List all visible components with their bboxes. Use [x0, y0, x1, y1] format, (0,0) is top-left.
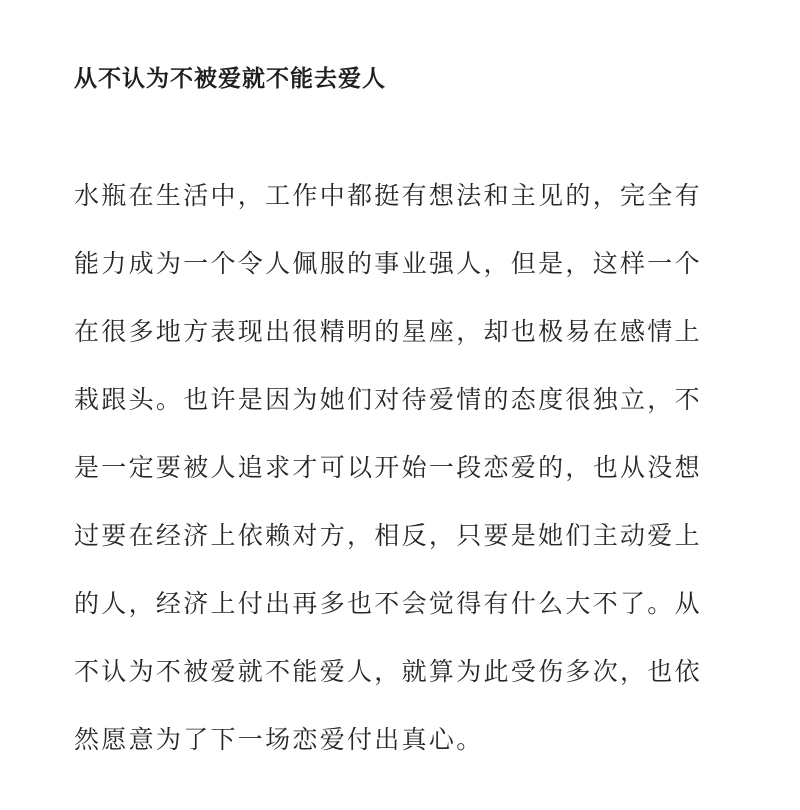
- paragraph-line: 是一定要被人追求才可以开始一段恋爱的，也从没想: [74, 453, 702, 482]
- paragraph-line: 栽跟头。也许是因为她们对待爱情的态度很独立，不: [74, 385, 702, 414]
- paragraph-line: 然愿意为了下一场恋爱付出真心。: [74, 725, 484, 754]
- article-body: [74, 173, 702, 785]
- paragraph-line: 不认为不被爱就不能爱人，就算为此受伤多次，也依: [74, 657, 702, 686]
- article-title: 从不认为不被爱就不能去爱人: [74, 66, 386, 92]
- paragraph-line: 在很多地方表现出很精明的星座，却也极易在感情上: [74, 317, 702, 346]
- paragraph-line: 的人，经济上付出再多也不会觉得有什么大不了。从: [74, 589, 702, 618]
- paragraph-line: 能力成为一个令人佩服的事业强人，但是，这样一个: [74, 249, 702, 278]
- paragraph-line: 过要在经济上依赖对方，相反，只要是她们主动爱上: [74, 521, 702, 550]
- paragraph-line: 水瓶在生活中，工作中都挺有想法和主见的，完全有: [74, 181, 702, 210]
